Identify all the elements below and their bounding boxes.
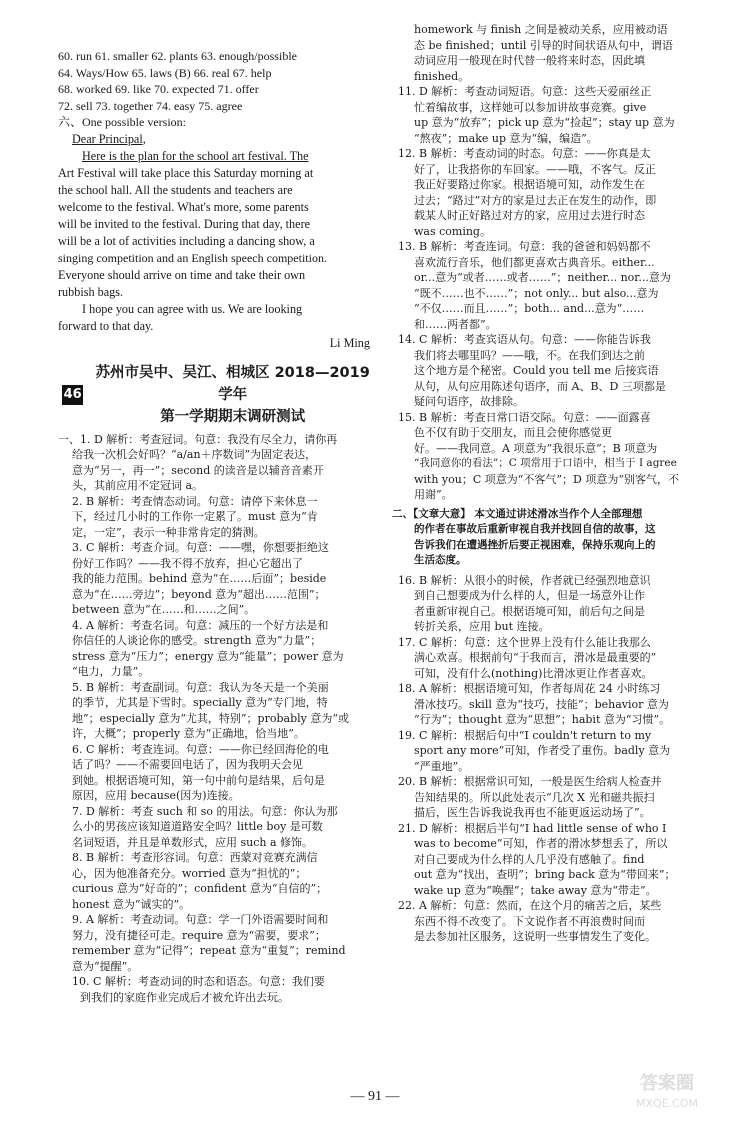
explanation-line: “电力，力量”。 [72, 665, 150, 678]
summary-line: 生活态度。 [414, 554, 467, 566]
explanation-line: 的季节，尤其是下雪时。specially 意为“专门地，特 [72, 696, 328, 709]
explanation-line: 许，大概”；properly 意为“正确地，恰当地”。 [72, 727, 305, 740]
essay-line: will be a lot of activities including a dancing show, a [58, 233, 315, 248]
explanation-line: was to become”可知，作者的滑冰梦想丢了，所以 [414, 837, 668, 850]
test-number-badge: 46 [62, 385, 83, 405]
explanation-line: 10. C 解析：考查动词的时态和语态。句意：我们要 [72, 975, 325, 988]
explanation-line: with you；C 项意为“不客气”；D 项意为“别客气，不 [414, 472, 679, 486]
explanation-line: 告知结果的。所以此处表示“几次 X 光和磁共振扫 [414, 790, 655, 804]
explanation-line: finished。 [414, 69, 470, 83]
explanation-line: 忙着编故事，这样她可以参加讲故事竞赛。give [414, 100, 647, 114]
explanation-item [392, 410, 697, 503]
essay-line: rubbish bags. [58, 284, 123, 299]
explanation-line: 到她。根据语境可知，第一句中前句是结果，后句是 [72, 773, 325, 787]
essay [58, 131, 370, 352]
explanation-line: out 意为“找出，查明”；bring back 意为“带回来”； [414, 868, 676, 881]
explanation-line: 对自己要成为什么样的人几乎没有感触了。find [414, 852, 645, 866]
svg-text:答案圈: 答案圈 [640, 1073, 694, 1094]
explanation-item [58, 540, 370, 618]
explanation-line: 我的能力范围。behind 意为“在……后面”；beside [72, 572, 327, 585]
explanation-line: 东西不得不改变了。下文说作者不再浪费时间而 [414, 914, 645, 928]
explanation-line: 态 be finished；until 引导的时间状语从句中，谓语 [414, 38, 673, 52]
explanation-line: 过去；“路过”对方的家是过去正在发生的动作，即 [414, 193, 657, 207]
explanation-line: 5. B 解析：考查副词。句意：我认为冬天是一个美丽 [72, 680, 329, 694]
summary-line: 的作者在事故后重新审视自我并找回自信的故事，这 [414, 523, 656, 535]
explanation-line: 11. D 解析：考查动词短语。句意：这些天爱丽丝正 [398, 85, 652, 98]
answer-list [58, 48, 370, 114]
explanation-line: 转折关系，应用 but 连接。 [414, 620, 550, 633]
explanation-line: up 意为“放弃”；pick up 意为“捡起”；stay up 意为 [414, 116, 675, 129]
explanation-item [58, 618, 370, 680]
explanation-line: 描后，医生告诉我说我再也不能更返运动场了”。 [414, 806, 651, 819]
explanation-line: 16. B 解析：从很小的时候，作者就已经强烈地意识 [398, 573, 651, 587]
essay-line: singing competition and an English speech competition. [58, 250, 327, 265]
explanation-line: 你信任的人谈论你的感受。strength 意为“力量”； [72, 634, 322, 647]
explanation-line: curious 意为“好奇的”；confident 意为“自信的”； [72, 882, 328, 895]
explanation-item [58, 742, 370, 804]
test-title-line: 苏州市吴中、吴江、相城区 2018—2019 学年 [95, 364, 370, 403]
explanation-line: “熬夜”；make up 意为“编，编造”。 [414, 131, 598, 145]
svg-text:MXQE.COM: MXQE.COM [636, 1097, 698, 1110]
explanation-line: 动词应用一般现在时代替一般将来时态，因此填 [414, 54, 645, 67]
essay-line: I hope you can agree with us. We are looking [82, 301, 303, 316]
explanation-line: 喜欢流行音乐，他们都更喜欢古典音乐。either... [414, 255, 655, 269]
test-title-line: 第一学期期末调研测试 [160, 408, 306, 425]
explanation-item [392, 84, 697, 146]
explanation-line: 给我一次机会好吗？“a/an＋序数词”为固定表达， [72, 448, 317, 461]
explanation-line: 满心欢喜。根据前句“于我而言，滑冰是最重要的” [414, 651, 657, 664]
explanation-item [392, 146, 697, 239]
explanation-line: stress 意为“压力”；energy 意为“能量”；power 意为 [72, 649, 344, 663]
explanation-line: 到我们的家庭作业完成后才被允许出去玩。 [80, 990, 289, 1004]
explanation-item [58, 494, 370, 541]
explanation-line: between 意为“在……和……之间”。 [72, 603, 256, 616]
answer-row: 68. worked 69. like 70. expected 71. offer [58, 82, 259, 96]
explanation-line: “不仅……而且……”；both... and...意为“…… [414, 302, 645, 315]
explanation-line: 是去参加社区服务，这说明一些事情发生了变化。 [414, 930, 656, 943]
explanation-item [392, 681, 697, 728]
explanation-line: 份好工作吗？——我不得不放弃，担心它超出了 [72, 556, 303, 570]
explanation-item [58, 912, 370, 974]
explanation-line: 我正好要路过你家。根据语境可知，动作发生在 [414, 178, 645, 191]
explanation-line: 21. D 解析：根据后半句“I had little sense of who I [398, 821, 667, 835]
explanation-line: 从句，从句应用陈述句语序，而 A、B、D 三项都是 [414, 379, 666, 393]
essay-salutation: Dear Principal, [72, 131, 146, 146]
essay-heading: 六、One possible version: [58, 115, 186, 129]
explanation-line: 名词短语，并且是单数形式，应用 such a 修饰。 [72, 835, 314, 849]
explanation-line: 头，其前应用不定冠词 a。 [72, 479, 204, 492]
explanation-line: 12. B 解析：考查动词的时态。句意：——你真是太 [398, 147, 651, 160]
explanation-line: 载某人时正好路过对方的家，应用过去进行时态 [414, 209, 645, 222]
explanation-item [392, 821, 697, 899]
explanation-line: 可知，没有什么(nothing)比滑冰更让作者喜欢。 [414, 666, 653, 680]
explanation-line: “既不……也不……”；not only... but also...意为 [414, 286, 659, 300]
explanation-line: 我们将去哪里吗？——哦，不。在我们到达之前 [414, 348, 645, 362]
explanation-line: 20. B 解析：根据常识可知，一般是医生给病人检查并 [398, 775, 662, 788]
essay-paragraph-2 [58, 301, 370, 335]
explanation-line: 定，一定”，表示一种非常肯定的猜测。 [72, 525, 265, 539]
essay-paragraph-1 [58, 148, 370, 301]
explanation-line: 努力，没有捷径可走。require 意为“需要，要求”； [72, 928, 326, 942]
explanation-line: 么小的男孩应该知道道路安全吗？little boy 是可数 [72, 820, 323, 833]
explanation-line: 心，因为他准备充分。worried 意为“担忧的”； [72, 866, 307, 880]
explanation-line: 4. A 解析：考查名词。句意：减压的一个好方法是和 [72, 618, 329, 632]
explanation-line: 2. B 解析：考查情态动词。句意：请停下来休息一 [72, 494, 318, 508]
explanation-line: 6. C 解析：考查连词。句意：——你已经回海伦的电 [72, 742, 329, 756]
explanation-item [392, 898, 697, 945]
explanation-item [58, 804, 370, 851]
left-column [58, 0, 370, 1005]
explanation-line: was coming。 [414, 224, 491, 238]
watermark-logo [602, 1067, 732, 1113]
explanation-line: 8. B 解析：考查形容词。句意：西蒙对竞赛充满信 [72, 851, 318, 864]
explanation-line: 话了吗？——不需要回电话了，因为我明天会见 [72, 758, 303, 771]
explanation-line: 滑冰技巧。skill 意为“技巧，技能”；behavior 意为 [414, 697, 669, 711]
explanation-item [58, 680, 370, 742]
answer-row: 64. Ways/How 65. laws (B) 66. real 67. help [58, 65, 272, 80]
essay-line: Art Festival will take place this Saturday morning at [58, 165, 314, 180]
explanation-line: 色不仅有助于交朋友，而且会使你感觉更 [414, 426, 612, 439]
essay-line: Here is the plan for the school art festival. The [82, 148, 309, 163]
test-header [58, 362, 370, 428]
explanation-line: 好。——我同意。A 项意为“我很乐意”；B 项意为 [414, 441, 658, 455]
explanation-item [392, 728, 697, 775]
explanation-line: or...意为“或者……或者……”；neither... nor...意为 [414, 271, 671, 284]
left-explanations [58, 432, 370, 1006]
explanation-line: 下，经过几小时的工作你一定累了。must 意为“肯 [72, 510, 318, 523]
explanation-line: 意为“在……旁边”；beyond 意为“超出……范围”； [72, 587, 326, 601]
explanation-line: 一、1. D 解析：考查冠词。句意：我没有尽全力，请你再 [58, 432, 338, 446]
explanation-item [392, 573, 697, 635]
essay-signature: Li Ming [329, 335, 370, 350]
explanation-line: 和……两者都”。 [414, 317, 497, 331]
explanation-line: 地”；especially 意为“尤其，特别”；probably 意为“或 [72, 711, 349, 725]
right-explanations-2 [392, 573, 697, 945]
explanation-item [392, 332, 697, 410]
explanation-line: 用谢”。 [414, 488, 453, 501]
test-title [95, 362, 370, 428]
explanation-line: “严重地”。 [414, 759, 470, 773]
explanation-item [392, 239, 697, 332]
explanation-line: 疑问句语序，故排除。 [414, 395, 524, 408]
explanation-line: 18. A 解析：根据语境可知，作者每周花 24 小时练习 [398, 682, 661, 695]
essay-line: Everyone should arrive on time and take their own [58, 267, 306, 282]
answer-row: 60. run 61. smaller 62. plants 63. enough/possible [58, 49, 297, 63]
summary-line: 二、【文章大意】 本文通过讲述滑冰当作个人全部理想 [392, 507, 643, 520]
explanation-line: 9. A 解析：考查动词。句意：学一门外语需要时间和 [72, 913, 329, 926]
explanation-line: 好了，让我搭你的车回家。——哦，不客气。反正 [414, 162, 656, 176]
explanation-line: 13. B 解析：考查连词。句意：我的爸爸和妈妈都不 [398, 240, 651, 253]
section-summary [392, 507, 697, 569]
essay-line: the school hall. All the students and teachers are [58, 182, 293, 197]
explanation-item [58, 974, 370, 1005]
essay-line: will be invited to the festival. During that day, there [58, 216, 311, 231]
explanation-item [392, 22, 697, 84]
essay-line: forward to that day. [58, 318, 154, 333]
explanation-line: 原因，应用 because(因为)连接。 [72, 789, 240, 802]
explanation-line: sport any more”可知，作者受了重伤。badly 意为 [414, 744, 671, 757]
explanation-item [392, 774, 697, 821]
right-column [392, 0, 697, 945]
explanation-line: 22. A 解析：句意：然而，在这个月的痛苦之后，某些 [398, 899, 662, 912]
summary-line: 告诉我们在遭遇挫折后要正视困难，保持乐观向上的 [414, 538, 656, 551]
explanation-line: wake up 意为“唤醒”；take away 意为“带走”。 [414, 883, 657, 897]
explanation-line: 意为“提醒”。 [72, 959, 139, 973]
explanation-line: 17. C 解析：句意：这个世界上没有什么能让我那么 [398, 635, 651, 649]
explanation-line: 这个地方是个秘密。Could you tell me 后接宾语 [414, 364, 659, 377]
explanation-line: remember 意为“记得”；repeat 意为“重复”；remind [72, 944, 346, 957]
page-number: — 91 — [350, 1089, 400, 1104]
explanation-line: 3. C 解析：考查介词。句意：——嘿，你想要拒绝这 [72, 541, 329, 554]
explanation-line: 者重新审视自己。根据语境可知，前后句之间是 [414, 604, 645, 618]
explanation-line: 14. C 解析：考查宾语从句。句意：——你能告诉我 [398, 333, 651, 346]
explanation-line: 到自己想要成为什么样的人，但是一场意外让作 [414, 589, 645, 602]
explanation-item [392, 635, 697, 682]
answer-row: 72. sell 73. together 74. easy 75. agree [58, 98, 243, 113]
explanation-line: 15. B 解析：考查日常口语交际。句意：——面露喜 [398, 410, 651, 424]
essay-line: welcome to the festival. What's more, some parents [58, 199, 309, 214]
right-explanations [392, 22, 697, 503]
explanation-line: 7. D 解析：考查 such 和 so 的用法。句意：你认为那 [72, 804, 338, 818]
explanation-item [58, 432, 370, 494]
explanation-line: honest 意为“诚实的”。 [72, 897, 191, 911]
explanation-line: 意为“另一，再一”；second 的读音是以辅音音素开 [72, 463, 324, 477]
explanation-line: homework 与 finish 之间是被动关系，应用被动语 [414, 23, 668, 36]
explanation-item [58, 850, 370, 912]
explanation-line: “我同意你的看法”；C 项常用于口语中，相当于 I agree [414, 457, 677, 469]
explanation-line: “行为”；thought 意为“思想”；habit 意为“习惯”。 [414, 713, 671, 726]
explanation-line: 19. C 解析：根据后句中“I couldn't return to my [398, 728, 652, 742]
